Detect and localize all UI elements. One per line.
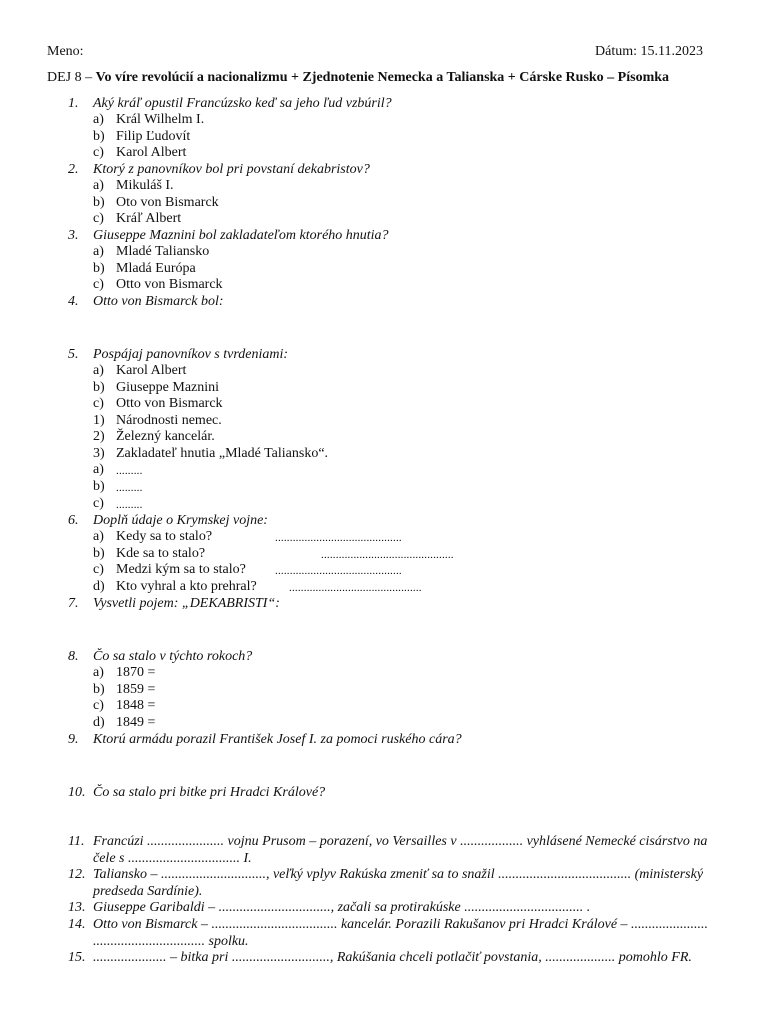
question-text: Čo sa stalo v týchto rokoch? — [93, 649, 253, 664]
option-label: a) — [93, 363, 104, 378]
worksheet-title — [47, 70, 669, 86]
question-text: Čo sa stalo pri bitke pri Hradci Králové? — [93, 785, 326, 800]
option-text: Kedy sa to stalo? — [116, 529, 213, 544]
option-text: Karol Albert — [116, 145, 187, 160]
option-label: b) — [93, 195, 105, 210]
question-text: Ktorý z panovníkov bol pri povstaní dekabristov? — [93, 162, 370, 177]
option-text: Otto von Bismarck — [116, 277, 223, 292]
option-text: Otto von Bismarck — [116, 396, 223, 411]
option-label: d) — [93, 579, 105, 594]
question-number: 4. — [68, 294, 79, 309]
option-label: b) — [93, 682, 105, 697]
statement-text: Zakladateľ hnutia „Mladé Taliansko“. — [116, 446, 329, 461]
option-label: a) — [93, 665, 104, 680]
question-number: 9. — [68, 732, 79, 747]
question-text: Giuseppe Garibaldi – ................................, začali sa protirakúske .................................. . — [93, 900, 591, 915]
option-text: Karol Albert — [116, 363, 187, 378]
statement-text: Železný kancelár. — [116, 429, 215, 444]
question-number: 13. — [68, 900, 86, 915]
answer-dots: ............................................. — [289, 582, 422, 594]
question-number: 5. — [68, 347, 79, 362]
option-text: Kto vyhral a kto prehral? — [116, 579, 257, 594]
answer-dots: ......... — [116, 482, 143, 494]
answer-dots: ........................................... — [275, 532, 402, 544]
option-text: Oto von Bismarck — [116, 195, 219, 210]
question-text: Otto von Bismarck bol: — [93, 294, 224, 309]
question-number: 2. — [68, 162, 79, 177]
answer-dots: ......... — [116, 465, 143, 477]
option-text: Král Wilhelm I. — [116, 112, 205, 127]
option-label: c) — [93, 145, 104, 160]
question-text: Taliansko – .............................., veľký vplyv Rakúska zmeniť sa to snažil ...................................... (ministerský predseda Sardínie). — [93, 867, 704, 899]
option-label: a) — [93, 112, 104, 127]
option-text: 1859 = — [116, 682, 156, 697]
question-text: Francúzi ...................... vojnu Prusom – porazení, vo Versailles v .................. vyhlásené Nemecké cisárstvo na čele s ................................ I. — [93, 834, 708, 866]
question-text: Giuseppe Maznini bol zakladateľom ktorého hnutia? — [93, 228, 389, 243]
question-number: 7. — [68, 596, 79, 611]
option-text: Giuseppe Maznini — [116, 380, 220, 395]
statement-label: 3) — [93, 446, 105, 461]
question-number: 15. — [68, 950, 86, 965]
option-label: c) — [93, 277, 104, 292]
question-text: Vysvetli pojem: „DEKABRISTI“: — [93, 596, 280, 611]
option-label: c) — [93, 698, 104, 713]
answer-label: c) — [93, 496, 104, 511]
option-label: c) — [93, 396, 104, 411]
date-label: Dátum: 15.11.2023 — [595, 44, 703, 59]
question-number: 10. — [68, 785, 86, 800]
question-text: Aký kráľ opustil Francúzsko keď sa jeho ľud vzbúril? — [93, 96, 392, 111]
question-number: 6. — [68, 513, 79, 528]
question-number: 1. — [68, 96, 79, 111]
option-text: Mladá Európa — [116, 261, 196, 276]
statement-label: 2) — [93, 429, 105, 444]
title-bold: Vo víre revolúcií a nacionalizmu + Zjednotenie Nemecka a Talianska + Cárske Rusko – Písomka — [95, 70, 670, 85]
answer-dots: ......... — [116, 499, 143, 511]
option-label: b) — [93, 380, 105, 395]
option-label: a) — [93, 178, 104, 193]
option-text: Kráľ Albert — [116, 211, 182, 226]
question-text: Otto von Bismarck – .................................... kancelár. Porazili Rakušanov pri Hradci Králové – ...................... ................................ spolku. — [93, 917, 709, 949]
question-text: Doplň údaje o Krymskej vojne: — [93, 513, 268, 528]
option-text: 1870 = — [116, 665, 156, 680]
question-number: 14. — [68, 917, 86, 932]
answer-dots: ............................................. — [321, 549, 454, 561]
option-text: Medzi kým sa to stalo? — [116, 562, 246, 577]
option-label: b) — [93, 261, 105, 276]
question-text: Ktorú armádu porazil František Josef I. za pomoci ruského cára? — [93, 732, 462, 747]
question-number: 3. — [68, 228, 79, 243]
answer-label: a) — [93, 462, 104, 477]
question-number: 8. — [68, 649, 79, 664]
question-number: 12. — [68, 867, 86, 882]
question-number: 11. — [68, 834, 85, 849]
option-text: Mikuláš I. — [116, 178, 174, 193]
statement-text: Národnosti nemec. — [116, 413, 222, 428]
option-label: c) — [93, 211, 104, 226]
option-text: 1848 = — [116, 698, 156, 713]
name-label: Meno: — [47, 44, 84, 59]
option-text: Kde sa to stalo? — [116, 546, 206, 561]
option-label: a) — [93, 244, 104, 259]
option-label: d) — [93, 715, 105, 730]
option-text: Filip Ľudovít — [116, 129, 191, 144]
option-label: c) — [93, 562, 104, 577]
option-text: 1849 = — [116, 715, 156, 730]
option-label: a) — [93, 529, 104, 544]
option-label: b) — [93, 129, 105, 144]
option-label: b) — [93, 546, 105, 561]
statement-label: 1) — [93, 413, 105, 428]
option-text: Mladé Taliansko — [116, 244, 210, 259]
answer-dots: ........................................... — [275, 565, 402, 577]
answer-label: b) — [93, 479, 105, 494]
question-text: Pospájaj panovníkov s tvrdeniami: — [93, 347, 289, 362]
question-text: ..................... – bitka pri ............................, Rakúšania chceli potlačiť povstania, .................... pomohlo FR. — [93, 950, 692, 965]
title-prefix: DEJ 8 – — [47, 70, 96, 85]
